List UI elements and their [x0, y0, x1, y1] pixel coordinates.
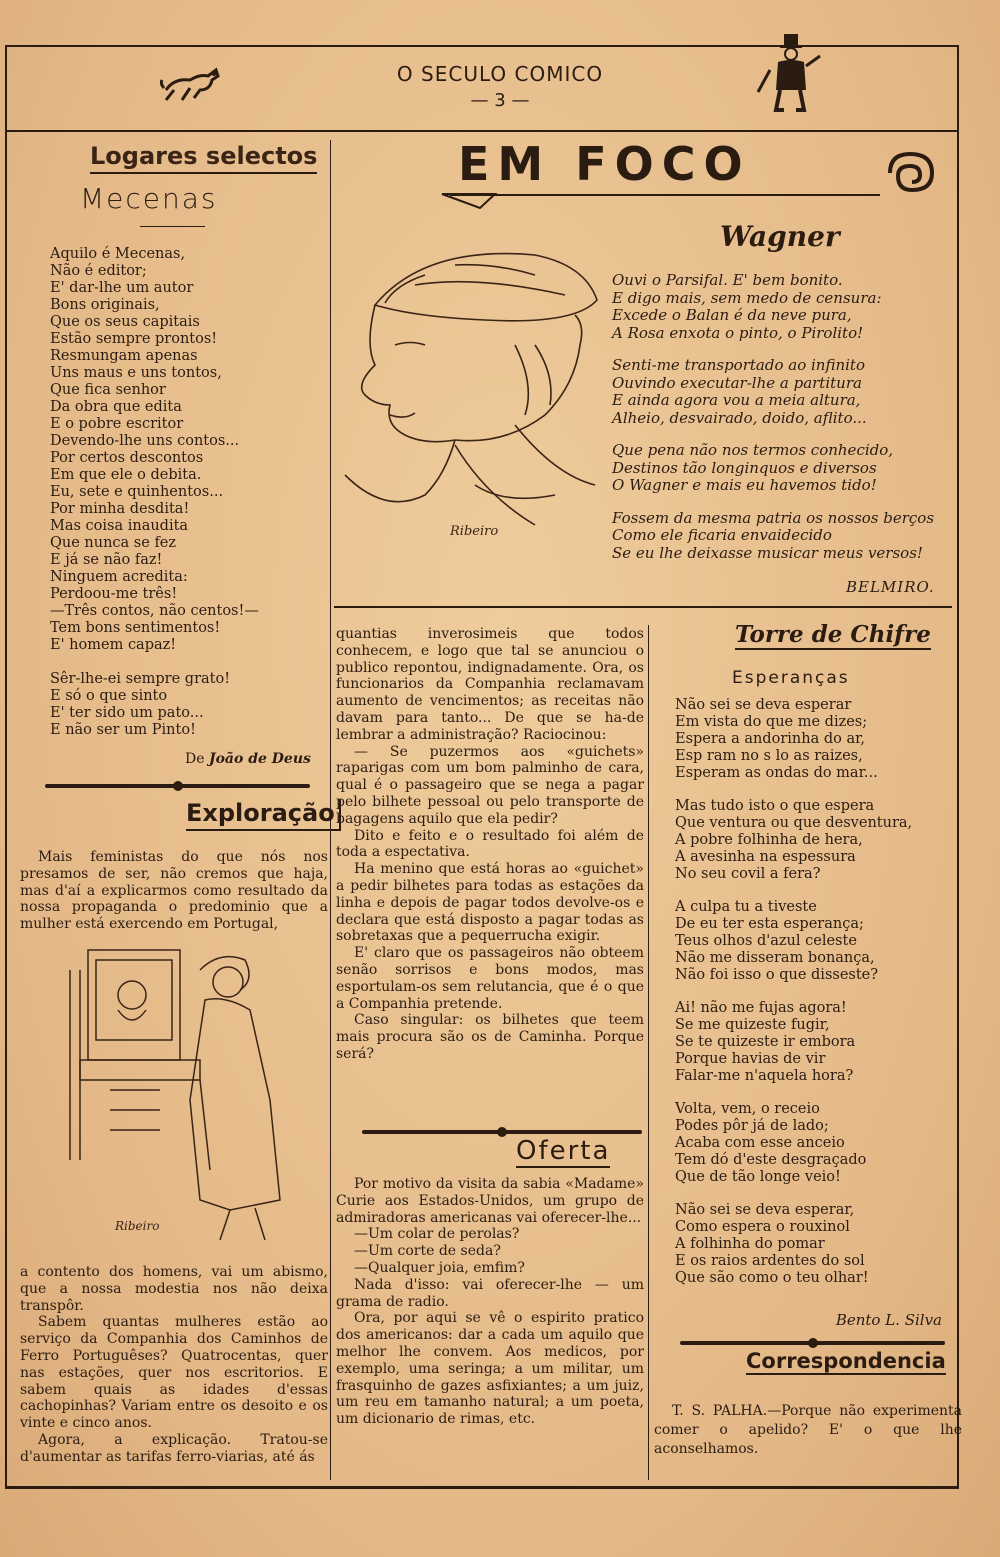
ticket-office-sketch	[50, 940, 325, 1260]
esperancas-poem-line: No seu covil a fera?	[675, 866, 821, 882]
mecenas-poem-line: Que fica senhor	[50, 382, 166, 398]
esperancas-poem	[675, 697, 950, 1303]
top-hat-man-icon	[750, 30, 828, 118]
esperancas-poem-line: Tem dó d'este desgraçado	[675, 1152, 867, 1168]
correspondencia-body	[654, 1402, 962, 1459]
exploracao-para-3: Agora, a explicação. Tratou-se d'aumentar as tarifas ferro-viarias, até ás	[20, 1431, 328, 1465]
mecenas-poem-line: Que os seus capitais	[50, 314, 200, 330]
ornament-divider-2	[362, 1130, 642, 1134]
mecenas-poem-line: Sêr-lhe-ei sempre grato!	[50, 671, 231, 687]
oferta-line-3: —Qualquer joia, emfim?	[354, 1259, 525, 1276]
em-foco-bottom-rule	[334, 606, 952, 608]
oferta-para-1: Por motivo da visita da sabia «Madame» Curie aos Estados-Unidos, um grupo de admiradoras americanas vai oferecer-lhe...	[336, 1176, 644, 1226]
exploracao-col2-para-1: quantias inverosimeis que todos conhecem, e logo que tal se anunciou o publico repontou, indignadamente. Ora, os funcionarios da Companhia reclamavam aumento de vencimentos; as receitas não davam para tanto... De que se ha-de lembrar a administração? Raciocinou:	[336, 626, 644, 743]
exploracao-col2-para-6: Caso singular: os bilhetes que teem mais procura são os de Caminha. Porque será?	[336, 1012, 644, 1062]
esperancas-stanza	[675, 798, 950, 883]
spiral-flourish-icon	[880, 148, 940, 198]
arrow-flourish-icon	[440, 192, 500, 212]
wagner-poem-line: Se eu lhe deixasse musicar meus versos!	[612, 543, 923, 562]
mecenas-poem-line: E' dar-lhe um autor	[50, 280, 194, 296]
mecenas-poem-line: Tem bons sentimentos!	[50, 620, 221, 636]
wagner-poem-line: Senti-me transportado ao infinito	[612, 356, 865, 374]
oferta-line-2: —Um corte de seda?	[354, 1243, 501, 1260]
esperancas-poem-line: Que de tão longe veio!	[675, 1169, 841, 1185]
esperancas-poem-line: Espera a andorinha do ar,	[675, 731, 866, 747]
wagner-signature: BELMIRO.	[846, 578, 935, 596]
esperancas-poem-line: Que são como o teu olhar!	[675, 1270, 869, 1286]
mecenas-poem-line: Eu, sete e quinhentos...	[50, 484, 224, 500]
esperancas-poem-line: Teus olhos d'azul celeste	[675, 933, 857, 949]
wagner-poem-line: Fossem da mesma patria os nossos berços	[612, 508, 935, 527]
correspondencia-title: Correspondencia	[746, 1349, 946, 1373]
mecenas-poem-line: Da obra que edita	[50, 399, 182, 415]
mecenas-poem-line: Estão sempre prontos!	[50, 331, 218, 347]
mecenas-title-rule	[140, 226, 205, 227]
esperancas-poem-line: Não me disseram bonança,	[675, 950, 875, 966]
wagner-stanza	[612, 272, 952, 342]
esperancas-poem-line: E os raios ardentes do sol	[675, 1253, 865, 1269]
wagner-poem	[612, 272, 952, 577]
correspondencia-name: T. S. PALHA.	[672, 1403, 768, 1419]
signature-author: João de Deus	[208, 751, 311, 767]
esperancas-poem-line: Em vista do que me dizes;	[675, 714, 868, 730]
wagner-stanza	[612, 357, 952, 427]
oferta-para-2: Nada d'isso: vai oferecer-lhe — um grama de radio.	[336, 1276, 644, 1310]
wagner-poem-line: E ainda agora vou a meia altura,	[612, 391, 861, 409]
running-dog-icon	[160, 60, 222, 106]
esperancas-poem-line: Porque havias de vir	[675, 1051, 826, 1067]
esperancas-stanza	[675, 1101, 950, 1186]
mecenas-poem-line: Uns maus e uns tontos,	[50, 365, 222, 381]
mecenas-poem-line: Resmungam apenas	[50, 348, 198, 364]
exploracao-col2-para-3: Dito e feito e o resultado foi além de toda a espectativa.	[336, 827, 644, 861]
wagner-stanza	[612, 510, 952, 563]
oferta-body	[336, 1176, 644, 1428]
esperancas-poem-line: Volta, vem, o receio	[675, 1101, 820, 1117]
exploracao-col2-para-4: Ha menino que está horas ao «guichet» a pedir bilhetes para todas as estações da linha e depois de pagar todos devolve-os e declara que está disposto a pagar todas as sobretaxas que a pequerrucha exigir.	[336, 861, 644, 945]
wagner-poem-line: Como ele ficaria envaidecido	[612, 526, 832, 544]
mecenas-poem-line: E' homem capaz!	[50, 637, 177, 653]
esperancas-poem-line: Podes pôr já de lado;	[675, 1118, 829, 1134]
exploracao-column-1	[20, 1264, 328, 1466]
em-foco-banner: EM FOCO	[458, 137, 751, 191]
esperancas-poem-line: A folhinha do pomar	[675, 1236, 825, 1252]
esperancas-poem-line: A pobre folhinha de hera,	[675, 832, 863, 848]
oferta-title: Oferta	[516, 1136, 611, 1166]
mecenas-poem-line: —Três contos, não centos!—	[50, 603, 259, 619]
wagner-poem-line: Ouvindo executar-lhe a partitura	[612, 373, 862, 392]
mecenas-poem-line: Bons originais,	[50, 297, 160, 313]
page-number: — 3 —	[470, 90, 530, 111]
esperancas-poem-line: Não sei se deva esperar,	[675, 1202, 855, 1218]
exploracao-para-2: Sabem quantas mulheres estão ao serviço da Companhia dos Caminhos de Ferro Portuguêses? Quatrocentas, quer nas estações, quer nos escritorios. E sabem quais as idades d'essas cachopinhas? Variam entre os desoito e os vinte e cinco anos.	[20, 1314, 328, 1432]
wagner-poem-line: Ouvi o Parsifal. E' bem bonito.	[612, 271, 843, 289]
wagner-poem-line: Alheio, desvairado, doido, aflito...	[612, 408, 867, 427]
oferta-line-1: —Um colar de perolas?	[354, 1226, 520, 1243]
wagner-poem-line: Excede o Balan é da neve pura,	[612, 306, 852, 324]
oferta-para-3: Ora, por aqui se vê o espirito pratico dos americanos: dar a cada um aquilo que melhor lhe convem. Aos medicos, por exemplo, uma seringa; a um militar, um frasquinho de gazes asfixiantes; a um juiz, um reu em tamanho natural; a um poeta, um dicionario de rimas, etc.	[336, 1310, 644, 1428]
esperancas-stanza	[675, 1202, 950, 1287]
exploracao-intro-text: Mais feministas do que nós nos presamos de ser, não cremos que haja, mas d'aí a explicarmos como resultado da nossa propaganda o predominio que a mulher está exercendo em Portugal,	[20, 849, 328, 933]
wagner-poem-line: A Rosa enxota o pinto, o Pirolito!	[612, 323, 864, 342]
mecenas-poem-line: E o pobre escritor	[50, 416, 184, 432]
wagner-poem-line: O Wagner e mais eu havemos tido!	[612, 476, 877, 494]
esperancas-poem-line: Que ventura ou que desventura,	[675, 815, 913, 831]
wagner-poem-line: Que pena não nos termos conhecido,	[612, 441, 894, 459]
ornament-divider-1	[45, 784, 310, 788]
page-bottom-rule	[5, 1486, 957, 1488]
mecenas-poem-line: E só o que sinto	[50, 688, 168, 704]
mecenas-poem-line: E já se não faz!	[50, 552, 163, 568]
column-rule-2	[648, 625, 649, 1480]
exploracao-col2-para-5: E' claro que os passageiros não obteem senão sorrisos e bons modos, mas esportulam-os sem relutancia, que é o que a Companhia pretende.	[336, 945, 644, 1012]
esperancas-poem-line: Não foi isso o que disseste?	[675, 967, 879, 983]
svg-text:Ribeiro: Ribeiro	[450, 524, 499, 539]
esperancas-poem-line: Esp ram no s lo as raizes,	[675, 748, 863, 764]
newspaper-title: O SECULO COMICO	[396, 62, 604, 86]
esperancas-poem-line: De eu ter esta esperança;	[675, 916, 864, 932]
signature-prefix: De	[185, 751, 205, 767]
mecenas-poem-title: Mecenas	[80, 182, 218, 215]
esperancas-poem-line: Se te quizeste ir embora	[675, 1034, 856, 1050]
mecenas-signature	[185, 751, 311, 767]
header-rule-middle	[235, 45, 725, 47]
wagner-poem-line: E digo mais, sem medo de censura:	[612, 288, 882, 307]
header-divider	[5, 130, 957, 132]
mecenas-poem-line: Que nunca se fez	[50, 535, 177, 551]
esperancas-stanza	[675, 899, 950, 984]
header-rule-right	[830, 45, 957, 47]
mecenas-poem-line: E não ser um Pinto!	[50, 722, 196, 738]
esperancas-poem-line: Como espera o rouxinol	[675, 1219, 850, 1235]
ornament-divider-3	[680, 1341, 945, 1345]
mecenas-poem-line: Por certos descontos	[50, 450, 204, 466]
esperancas-poem-line: Ai! não me fujas agora!	[675, 1000, 847, 1016]
torre-signature: Bento L. Silva	[835, 1311, 942, 1329]
mecenas-poem-line: Mas coisa inaudita	[50, 518, 189, 534]
esperancas-poem-line: Não sei se deva esperar	[675, 697, 852, 713]
wagner-poem-line: Destinos tão longinquos e diversos	[612, 458, 877, 477]
mecenas-poem-line: Por minha desdita!	[50, 501, 190, 517]
torre-section-title: Torre de Chifre	[735, 621, 931, 648]
mecenas-poem-line: Ninguem acredita:	[50, 569, 188, 585]
exploracao-column-2	[336, 626, 644, 1063]
mecenas-poem-line: Não é editor;	[50, 263, 147, 279]
esperancas-stanza	[675, 697, 950, 782]
esperancas-stanza	[675, 1000, 950, 1085]
exploracao-para-1: a contento dos homens, vai um abismo, que a nossa modestia nos não deixa transpôr.	[20, 1264, 328, 1314]
esperancas-poem-line: Mas tudo isto o que espera	[675, 798, 875, 814]
esperancas-poem-line: Se me quizeste fugir,	[675, 1017, 830, 1033]
em-foco-underline	[450, 194, 880, 196]
header-rule-left	[5, 45, 145, 47]
esperancas-poem-line: Acaba com esse anceio	[675, 1135, 845, 1151]
wagner-portrait-sketch	[335, 245, 610, 565]
svg-text:Ribeiro: Ribeiro	[115, 1219, 160, 1233]
mecenas-poem-line: Devendo-lhe uns contos...	[50, 433, 240, 449]
exploracao-intro	[20, 849, 328, 933]
esperancas-poem-line: A culpa tu a tiveste	[675, 899, 817, 915]
esperancas-poem-line: Falar-me n'aquela hora?	[675, 1068, 854, 1084]
mecenas-poem-line	[50, 654, 320, 671]
mecenas-poem-line: Aquilo é Mecenas,	[50, 246, 186, 262]
esperancas-poem-line: Esperam as ondas do mar...	[675, 765, 878, 781]
mecenas-poem-line: Perdoou-me três!	[50, 586, 178, 602]
wagner-stanza	[612, 442, 952, 495]
esperancas-poem-title: Esperanças	[732, 668, 850, 688]
correspondencia-text: —Porque não experimenta comer o apelido? E' o que lhe aconselhamos.	[654, 1403, 962, 1457]
mecenas-poem-line: E' ter sido um pato...	[50, 705, 204, 721]
wagner-title: Wagner	[720, 220, 840, 253]
exploracao-col2-para-2: — Se puzermos aos «guichets» raparigas com um bom palminho de cara, qual é o passageiro que se nega a pagar pelo bilhete pessoal ou pelo transporte de bagagens aquilo que ela pedir?	[336, 743, 644, 827]
mecenas-poem	[50, 246, 320, 739]
mecenas-poem-line: Em que ele o debita.	[50, 467, 202, 483]
exploracao-title: Exploração	[186, 799, 341, 831]
logares-section-title: Logares selectos	[90, 142, 317, 174]
esperancas-poem-line: A avesinha na espessura	[675, 849, 856, 865]
